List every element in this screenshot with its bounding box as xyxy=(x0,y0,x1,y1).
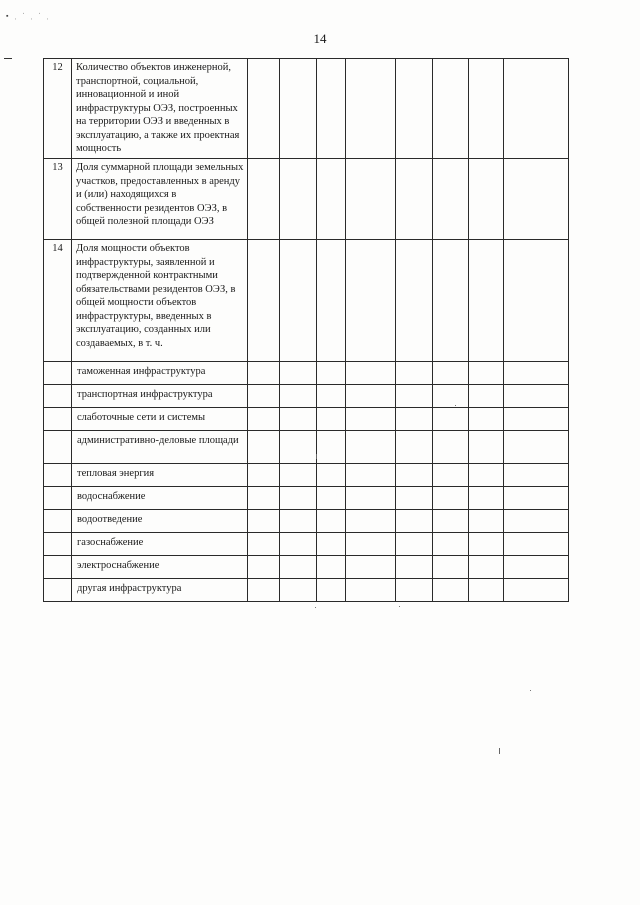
row-label: Доля суммарной площади земельных участков, предоставленных в аренду и (или) находящихся в собственности резидентов ОЭЗ, в общей полезной площади ОЭЗ xyxy=(72,159,248,240)
scan-artifact xyxy=(315,607,316,608)
table-cell xyxy=(469,240,504,362)
table-cell xyxy=(504,59,569,159)
table-cell xyxy=(396,385,433,408)
table-cell xyxy=(433,362,469,385)
table-cell xyxy=(504,159,569,240)
subrow-label: водоотведение xyxy=(72,510,248,533)
table-cell xyxy=(469,556,504,579)
table-cell xyxy=(433,59,469,159)
table-cell xyxy=(396,408,433,431)
table-cell xyxy=(504,408,569,431)
margin-dash xyxy=(4,58,12,59)
row-label: Доля мощности объектов инфраструктуры, заявленной и подтвержденной контрактными обязательствами резидентов ОЭЗ, в общей мощности объектов инфраструктуры, введенных в эксплуатацию, созданных или создаваемых, в т. ч. xyxy=(72,240,248,362)
table-cell xyxy=(44,510,72,533)
page-number: 14 xyxy=(313,31,327,46)
table-cell xyxy=(44,362,72,385)
table-cell xyxy=(44,533,72,556)
table-cell xyxy=(317,556,346,579)
table-cell xyxy=(248,556,280,579)
table-cell xyxy=(346,487,396,510)
table-cell xyxy=(469,59,504,159)
table-cell xyxy=(433,240,469,362)
table-cell xyxy=(317,579,346,602)
table-cell xyxy=(433,431,469,464)
corner-scan-marks: ▪ ˌ ˈ ˌ ˈ ˌ xyxy=(6,12,51,20)
table-cell xyxy=(346,159,396,240)
table-cell xyxy=(248,487,280,510)
table-cell xyxy=(317,59,346,159)
table-cell xyxy=(433,510,469,533)
table-cell xyxy=(396,159,433,240)
table-cell xyxy=(44,408,72,431)
table-cell xyxy=(248,362,280,385)
table-subrow xyxy=(44,487,569,510)
table-cell xyxy=(248,240,280,362)
scan-artifact xyxy=(530,690,531,691)
table-row xyxy=(44,59,569,159)
table-subrow xyxy=(44,533,569,556)
table-cell xyxy=(504,579,569,602)
row-number: 13 xyxy=(44,159,72,240)
table-cell xyxy=(280,59,317,159)
scan-artifact xyxy=(455,405,456,406)
subrow-label: административно-деловые площади xyxy=(72,431,248,464)
table-cell xyxy=(504,464,569,487)
table-cell xyxy=(469,510,504,533)
table-cell xyxy=(346,510,396,533)
table-cell xyxy=(396,510,433,533)
row-number: 14 xyxy=(44,240,72,362)
table-cell xyxy=(317,487,346,510)
table-cell xyxy=(280,159,317,240)
table-cell xyxy=(469,431,504,464)
table-cell xyxy=(248,408,280,431)
table-cell xyxy=(346,240,396,362)
table-cell xyxy=(469,533,504,556)
table-cell xyxy=(433,533,469,556)
table-cell xyxy=(317,510,346,533)
table-cell xyxy=(280,385,317,408)
table-cell xyxy=(433,579,469,602)
table-cell xyxy=(346,556,396,579)
table-cell xyxy=(280,240,317,362)
table-subrow xyxy=(44,579,569,602)
table-cell xyxy=(317,464,346,487)
table-cell xyxy=(248,533,280,556)
table-subrow xyxy=(44,408,569,431)
table-cell xyxy=(44,579,72,602)
table-cell xyxy=(504,487,569,510)
table-cell xyxy=(280,487,317,510)
scan-artifact xyxy=(316,454,317,459)
table-cell xyxy=(346,464,396,487)
table-subrow xyxy=(44,385,569,408)
subrow-label: водоснабжение xyxy=(72,487,248,510)
table-cell xyxy=(469,579,504,602)
table-cell xyxy=(504,362,569,385)
table-cell xyxy=(346,431,396,464)
table-cell xyxy=(248,510,280,533)
table-cell xyxy=(396,487,433,510)
table-cell xyxy=(280,431,317,464)
table-cell xyxy=(469,487,504,510)
table-cell xyxy=(280,464,317,487)
subrow-label: транспортная инфраструктура xyxy=(72,385,248,408)
table-cell xyxy=(346,579,396,602)
table-cell xyxy=(433,159,469,240)
subrow-label: таможенная инфраструктура xyxy=(72,362,248,385)
table-cell xyxy=(504,431,569,464)
table-cell xyxy=(396,240,433,362)
table-row xyxy=(44,159,569,240)
table-cell xyxy=(317,240,346,362)
table-cell xyxy=(248,464,280,487)
table-cell xyxy=(346,385,396,408)
table-subrow xyxy=(44,510,569,533)
subrow-label: другая инфраструктура xyxy=(72,579,248,602)
table-cell xyxy=(396,431,433,464)
table-cell xyxy=(317,362,346,385)
indicator-table xyxy=(43,58,569,602)
table-cell xyxy=(44,385,72,408)
table-cell xyxy=(346,59,396,159)
table-cell xyxy=(248,431,280,464)
table-cell xyxy=(504,385,569,408)
table-cell xyxy=(396,362,433,385)
table-cell xyxy=(396,556,433,579)
table-cell xyxy=(346,362,396,385)
table-cell xyxy=(469,159,504,240)
scan-artifact xyxy=(499,748,500,754)
row-label: Количество объектов инженерной, транспортной, социальной, инновационной и иной инфраструктуры ОЭЗ, построенных на территории ОЭЗ и введенных в эксплуатацию, а также их проектная мощность xyxy=(72,59,248,159)
table-subrow xyxy=(44,556,569,579)
table-cell xyxy=(433,385,469,408)
table-cell xyxy=(504,240,569,362)
table-cell xyxy=(469,464,504,487)
table-cell xyxy=(469,385,504,408)
table-cell xyxy=(469,362,504,385)
table-cell xyxy=(248,579,280,602)
table-cell xyxy=(504,556,569,579)
table-subrow xyxy=(44,362,569,385)
table-cell xyxy=(44,487,72,510)
table-cell xyxy=(396,533,433,556)
table-cell xyxy=(317,385,346,408)
table-cell xyxy=(44,464,72,487)
subrow-label: электроснабжение xyxy=(72,556,248,579)
scan-artifact xyxy=(399,606,400,607)
table-subrow xyxy=(44,431,569,464)
table-cell xyxy=(317,431,346,464)
row-number: 12 xyxy=(44,59,72,159)
table-cell xyxy=(396,579,433,602)
table-cell xyxy=(433,464,469,487)
table-cell xyxy=(248,385,280,408)
table-cell xyxy=(396,464,433,487)
subrow-label: тепловая энергия xyxy=(72,464,248,487)
table-cell xyxy=(248,159,280,240)
table-cell xyxy=(469,408,504,431)
table-cell xyxy=(504,533,569,556)
table-cell xyxy=(280,579,317,602)
table-cell xyxy=(504,510,569,533)
table-cell xyxy=(280,533,317,556)
table-row xyxy=(44,240,569,362)
table-cell xyxy=(317,408,346,431)
table-cell xyxy=(248,59,280,159)
table-cell xyxy=(346,533,396,556)
table-cell xyxy=(44,431,72,464)
table-cell xyxy=(44,556,72,579)
table-cell xyxy=(433,408,469,431)
table-cell xyxy=(317,533,346,556)
table-cell xyxy=(280,362,317,385)
table-cell xyxy=(433,487,469,510)
table-cell xyxy=(280,408,317,431)
table-subrow xyxy=(44,464,569,487)
table-cell xyxy=(433,556,469,579)
table-cell xyxy=(280,556,317,579)
table-cell xyxy=(346,408,396,431)
subrow-label: слаботочные сети и системы xyxy=(72,408,248,431)
table-cell xyxy=(280,510,317,533)
subrow-label: газоснабжение xyxy=(72,533,248,556)
table-cell xyxy=(317,159,346,240)
table-cell xyxy=(396,59,433,159)
